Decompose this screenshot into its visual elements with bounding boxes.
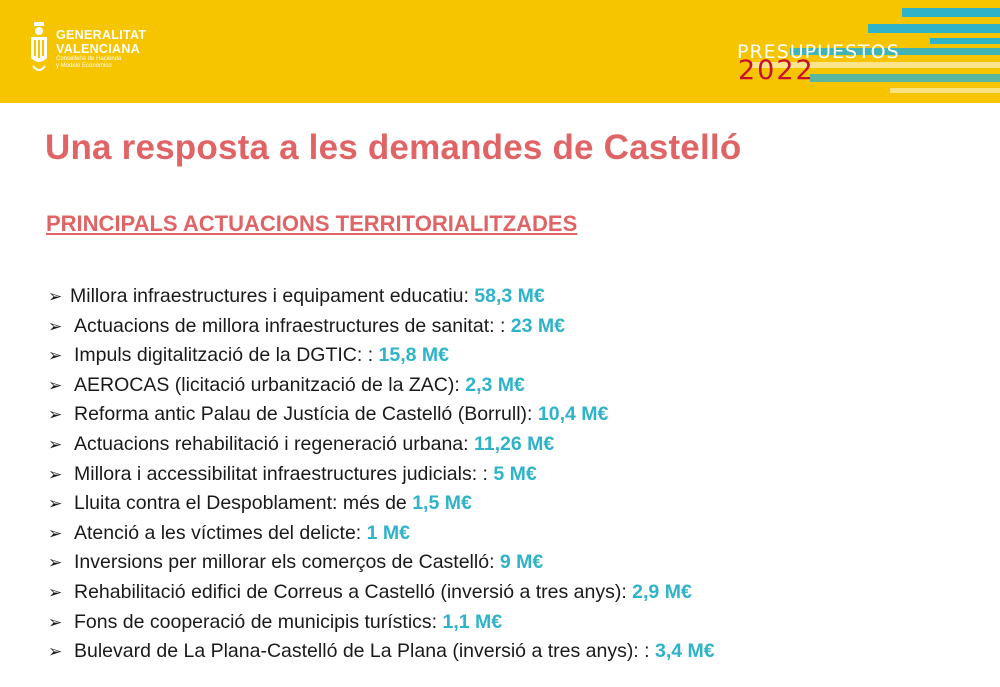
budget-year: 2022 xyxy=(738,55,815,86)
page-title: Una resposta a les demandes de Castelló xyxy=(45,128,742,167)
item-amount: 58,3 M€ xyxy=(474,285,545,307)
list-item xyxy=(48,578,715,608)
list-item xyxy=(48,341,715,371)
coat-of-arms-icon xyxy=(28,22,50,74)
item-text: Bulevard de La Plana-Castelló de La Plana (inversió a tres anys): : xyxy=(74,640,655,663)
item-text: Actuacions de millora infraestructures de sanitat: : xyxy=(74,314,511,337)
logo-subline-2: y Modelo Económico xyxy=(56,63,112,69)
item-amount: 10,4 M€ xyxy=(537,403,609,426)
logo-line-2: VALENCIANA xyxy=(56,42,141,56)
list-item xyxy=(48,548,715,578)
item-text: AEROCAS (licitació urbanització de la ZAC): xyxy=(74,373,466,396)
logo-line-1: GENERALITAT xyxy=(56,28,147,42)
list-item xyxy=(48,608,715,638)
presupuestos-label: PRESUPUESTOS xyxy=(737,41,900,63)
arrow-right-icon: ➢ xyxy=(48,582,63,603)
arrow-right-icon: ➢ xyxy=(48,494,63,515)
item-amount: 5 M€ xyxy=(493,462,537,485)
item-text: Rehabilitació edifici de Correus a Castelló (inversió a tres anys): xyxy=(74,580,633,603)
list-item xyxy=(48,282,715,312)
item-amount: 11,26 M€ xyxy=(474,432,555,455)
item-text: Reforma antic Palau de Justícia de Castelló (Borrull): xyxy=(74,403,538,426)
item-amount: 23 M€ xyxy=(510,314,565,337)
list-item xyxy=(48,371,715,401)
item-amount: 15,8 M€ xyxy=(378,344,449,367)
actions-list xyxy=(48,282,715,667)
header-banner xyxy=(0,0,1000,103)
arrow-right-icon: ➢ xyxy=(48,405,63,426)
list-item xyxy=(48,430,715,460)
item-amount: 9 M€ xyxy=(499,551,544,574)
item-amount: 2,9 M€ xyxy=(632,580,692,603)
arrow-right-icon: ➢ xyxy=(48,375,63,396)
list-item xyxy=(48,519,715,549)
item-amount: 1,1 M€ xyxy=(442,610,503,633)
arrow-right-icon: ➢ xyxy=(48,287,63,307)
item-text: Lluita contra el Despoblament: més de xyxy=(74,492,413,515)
arrow-right-icon: ➢ xyxy=(48,553,63,574)
item-text: Impuls digitalització de la DGTIC: : xyxy=(74,344,379,367)
logo-subline-1: Conselleria de Hacienda xyxy=(56,56,122,62)
list-item xyxy=(48,400,715,430)
item-text: Fons de cooperació de municipis turístics: xyxy=(74,610,443,633)
item-text: Atenció a les víctimes del delicte: xyxy=(74,521,367,544)
arrow-right-icon: ➢ xyxy=(48,434,63,455)
item-amount: 2,3 M€ xyxy=(465,373,525,396)
list-item xyxy=(48,460,715,490)
item-text: Millora i accessibilitat infraestructures judicials: : xyxy=(74,462,494,485)
generalitat-logo xyxy=(28,22,178,92)
arrow-right-icon: ➢ xyxy=(48,346,63,367)
arrow-right-icon: ➢ xyxy=(48,642,63,663)
item-text: Inversions per millorar els comerços de Castelló: xyxy=(74,551,500,574)
item-text: Millora infraestructures i equipament educatiu: xyxy=(70,285,475,307)
arrow-right-icon: ➢ xyxy=(48,612,63,633)
arrow-right-icon: ➢ xyxy=(48,316,63,337)
arrow-right-icon: ➢ xyxy=(48,523,63,544)
section-subtitle: PRINCIPALS ACTUACIONS TERRITORIALITZADES xyxy=(46,211,578,236)
item-amount: 1 M€ xyxy=(366,521,410,544)
list-item xyxy=(48,489,715,519)
arrow-right-icon: ➢ xyxy=(48,464,63,485)
item-amount: 3,4 M€ xyxy=(654,640,715,663)
list-item xyxy=(48,312,715,342)
item-amount: 1,5 M€ xyxy=(412,492,472,515)
item-text: Actuacions rehabilitació i regeneració urbana: xyxy=(74,432,474,455)
list-item xyxy=(48,637,715,667)
